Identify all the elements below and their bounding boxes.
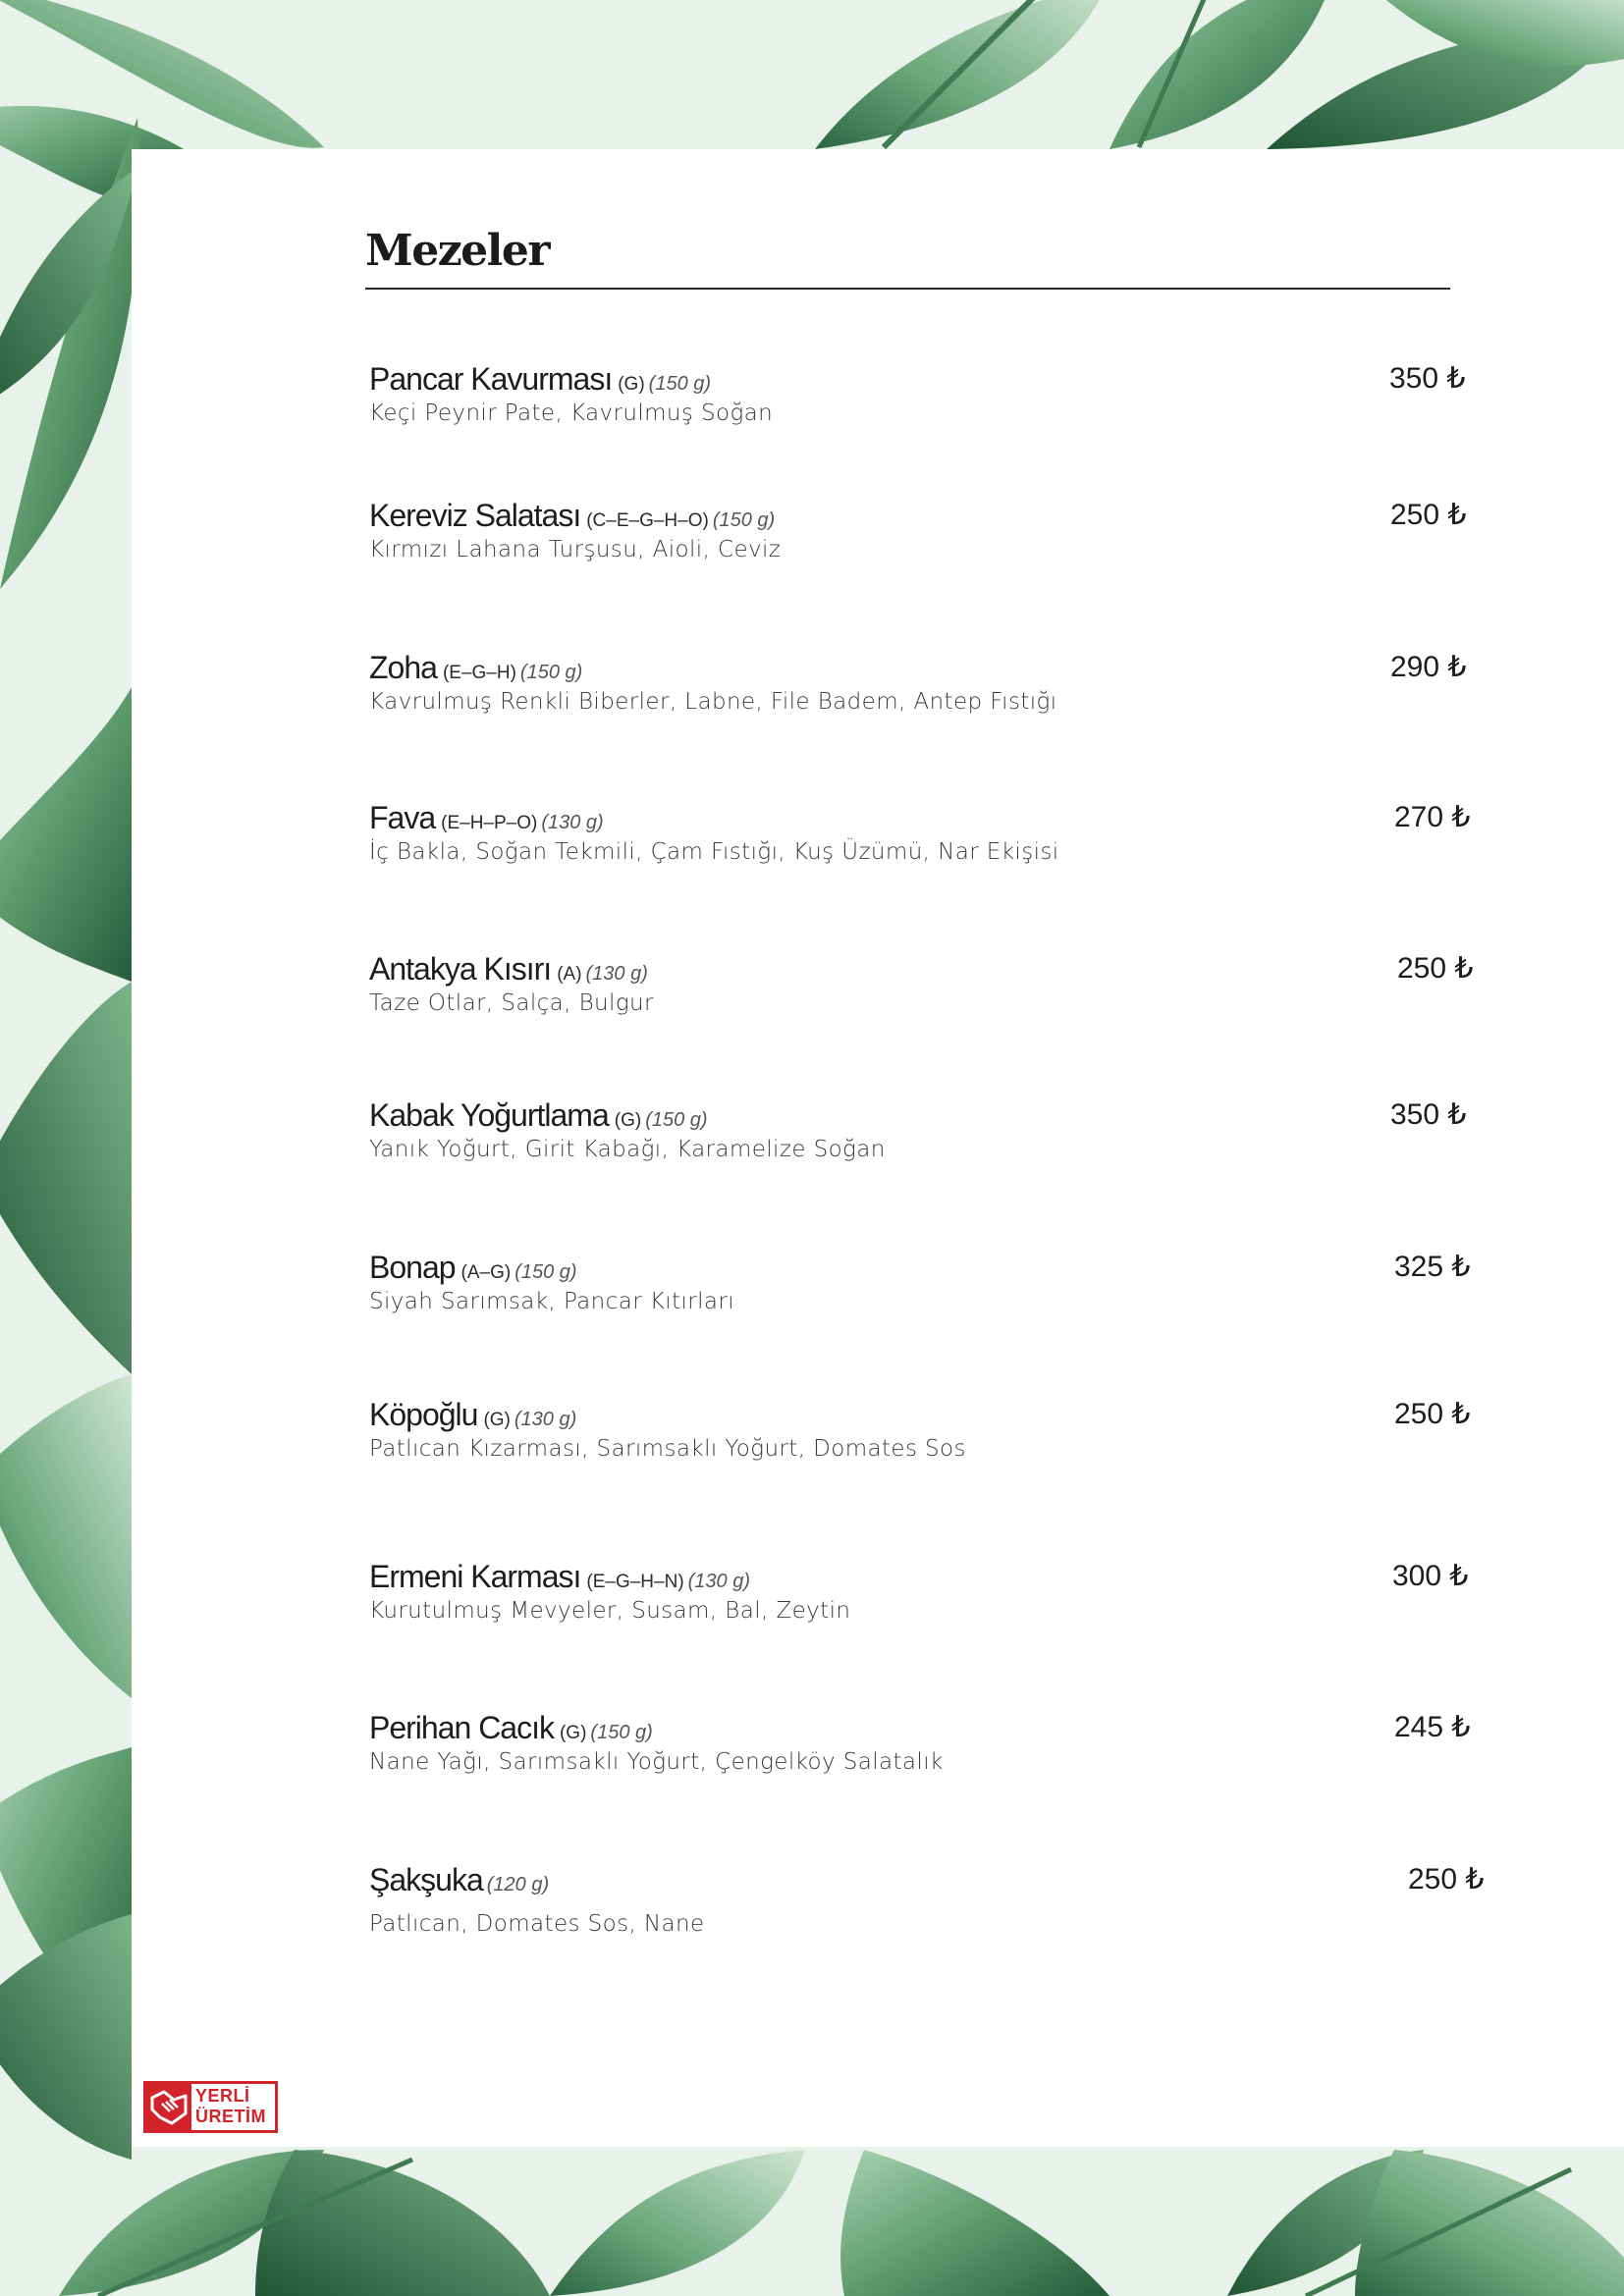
menu-item-name: Kabak Yoğurtlama xyxy=(369,1097,609,1133)
menu-item-weight: (130 g) xyxy=(585,963,648,985)
menu-item-name: Perihan Cacık xyxy=(369,1710,554,1745)
menu-item xyxy=(369,1397,1479,1485)
menu-item-heading xyxy=(369,1397,576,1433)
menu-item-heading xyxy=(369,498,775,534)
menu-item-description: İç Bakla, Soğan Tekmili, Çam Fıstığı, Kuş Üzümü, Nar Ekişisi xyxy=(369,839,1059,865)
menu-item-allergen-codes: (G) xyxy=(614,1110,642,1131)
menu-item-price: 250 ₺ xyxy=(1408,1863,1485,1896)
menu-item-heading xyxy=(369,951,648,988)
menu-item-allergen-codes: (G) xyxy=(483,1410,511,1430)
badge-line-1: YERLİ xyxy=(195,2086,250,2106)
menu-item-description: Siyah Sarımsak, Pancar Kıtırları xyxy=(369,1289,735,1314)
menu-item-weight: (150 g) xyxy=(514,1261,577,1283)
menu-item-price: 290 ₺ xyxy=(1390,651,1467,683)
menu-item-weight: (150 g) xyxy=(645,1109,708,1131)
menu-item-description: Kırmızı Lahana Turşusu, Aioli, Ceviz xyxy=(369,537,782,562)
menu-item-weight: (150 g) xyxy=(712,509,776,531)
menu-item-weight: (130 g) xyxy=(541,812,604,833)
menu-item-weight: (120 g) xyxy=(486,1874,550,1896)
menu-item-weight: (150 g) xyxy=(648,373,712,395)
menu-item-heading xyxy=(369,1097,708,1134)
menu-item-weight: (150 g) xyxy=(590,1722,653,1743)
menu-item-price: 350 ₺ xyxy=(1390,1098,1467,1131)
menu-item xyxy=(369,361,1479,450)
menu-item-allergen-codes: (A) xyxy=(557,964,582,985)
menu-item-description: Keçi Peynir Pate, Kavrulmuş Soğan xyxy=(369,400,774,426)
menu-item-price: 300 ₺ xyxy=(1392,1560,1469,1592)
yerli-uretim-badge xyxy=(143,2081,278,2133)
menu-item xyxy=(369,498,1479,586)
menu-item-description: Nane Yağı, Sarımsaklı Yoğurt, Çengelköy Salatalık xyxy=(369,1749,944,1775)
menu-item-price: 250 ₺ xyxy=(1394,1398,1471,1430)
menu-item-name: Bonap xyxy=(369,1250,456,1285)
badge-line-2: ÜRETİM xyxy=(195,2107,266,2126)
menu-item xyxy=(369,1559,1479,1647)
menu-item-price: 270 ₺ xyxy=(1394,801,1471,833)
menu-item-heading xyxy=(369,650,582,686)
menu-item-heading xyxy=(369,800,604,836)
menu-item-description: Taze Otlar, Salça, Bulgur xyxy=(369,990,654,1016)
menu-item-allergen-codes: (E–H–P–O) xyxy=(441,813,538,833)
menu-item-price: 350 ₺ xyxy=(1389,362,1466,395)
menu-item-heading xyxy=(369,1862,549,1898)
menu-item-allergen-codes: (E–G–H) xyxy=(442,663,516,683)
menu-item xyxy=(369,1097,1479,1186)
menu-item-price: 250 ₺ xyxy=(1390,499,1467,531)
menu-item-price: 245 ₺ xyxy=(1394,1711,1471,1743)
menu-item-name: Ermeni Karması xyxy=(369,1559,581,1594)
menu-item-allergen-codes: (A–G) xyxy=(460,1262,512,1283)
menu-item-heading xyxy=(369,1710,653,1746)
menu-item-allergen-codes: (G) xyxy=(559,1723,587,1743)
menu-item-name: Kereviz Salatası xyxy=(369,498,581,533)
menu-item-weight: (130 g) xyxy=(687,1571,751,1592)
menu-item-price: 250 ₺ xyxy=(1397,952,1474,985)
menu-item-name: Zoha xyxy=(369,650,437,685)
menu-item-description: Kurutulmuş Mevyeler, Susam, Bal, Zeytin xyxy=(369,1598,851,1624)
title-divider xyxy=(365,288,1450,290)
menu-item xyxy=(369,951,1479,1040)
menu-item xyxy=(369,800,1479,888)
menu-item-description: Patlıcan, Domates Sos, Nane xyxy=(369,1911,705,1937)
menu-item-name: Fava xyxy=(369,800,436,835)
menu-item-description: Kavrulmuş Renkli Biberler, Labne, File Badem, Antep Fıstığı xyxy=(369,689,1057,715)
menu-item-allergen-codes: (G) xyxy=(618,374,645,395)
menu-item-name: Antakya Kısırı xyxy=(369,951,552,987)
menu-item-heading xyxy=(369,1250,577,1286)
menu-item-allergen-codes: (C–E–G–H–O) xyxy=(586,510,709,531)
menu-item-weight: (150 g) xyxy=(519,662,583,683)
menu-item-description: Patlıcan Kızarması, Sarımsaklı Yoğurt, Domates Sos xyxy=(369,1436,966,1462)
menu-item xyxy=(369,1710,1479,1798)
menu-item-name: Şakşuka xyxy=(369,1862,483,1897)
menu-item-weight: (130 g) xyxy=(514,1409,577,1430)
menu-item xyxy=(369,1250,1479,1338)
menu-item-name: Pancar Kavurması xyxy=(369,361,613,397)
menu-item xyxy=(369,1862,1485,1950)
menu-item-heading xyxy=(369,1559,750,1595)
handshake-icon xyxy=(146,2084,191,2130)
menu-item-allergen-codes: (E–G–H–N) xyxy=(586,1572,684,1592)
menu-item-heading xyxy=(369,361,711,398)
menu-item-name: Köpoğlu xyxy=(369,1397,478,1432)
menu-item-description: Yanık Yoğurt, Girit Kabağı, Karamelize Soğan xyxy=(369,1137,886,1162)
menu-item-price: 325 ₺ xyxy=(1394,1251,1471,1283)
section-title: Mezeler xyxy=(365,226,550,276)
menu-item xyxy=(369,650,1479,738)
